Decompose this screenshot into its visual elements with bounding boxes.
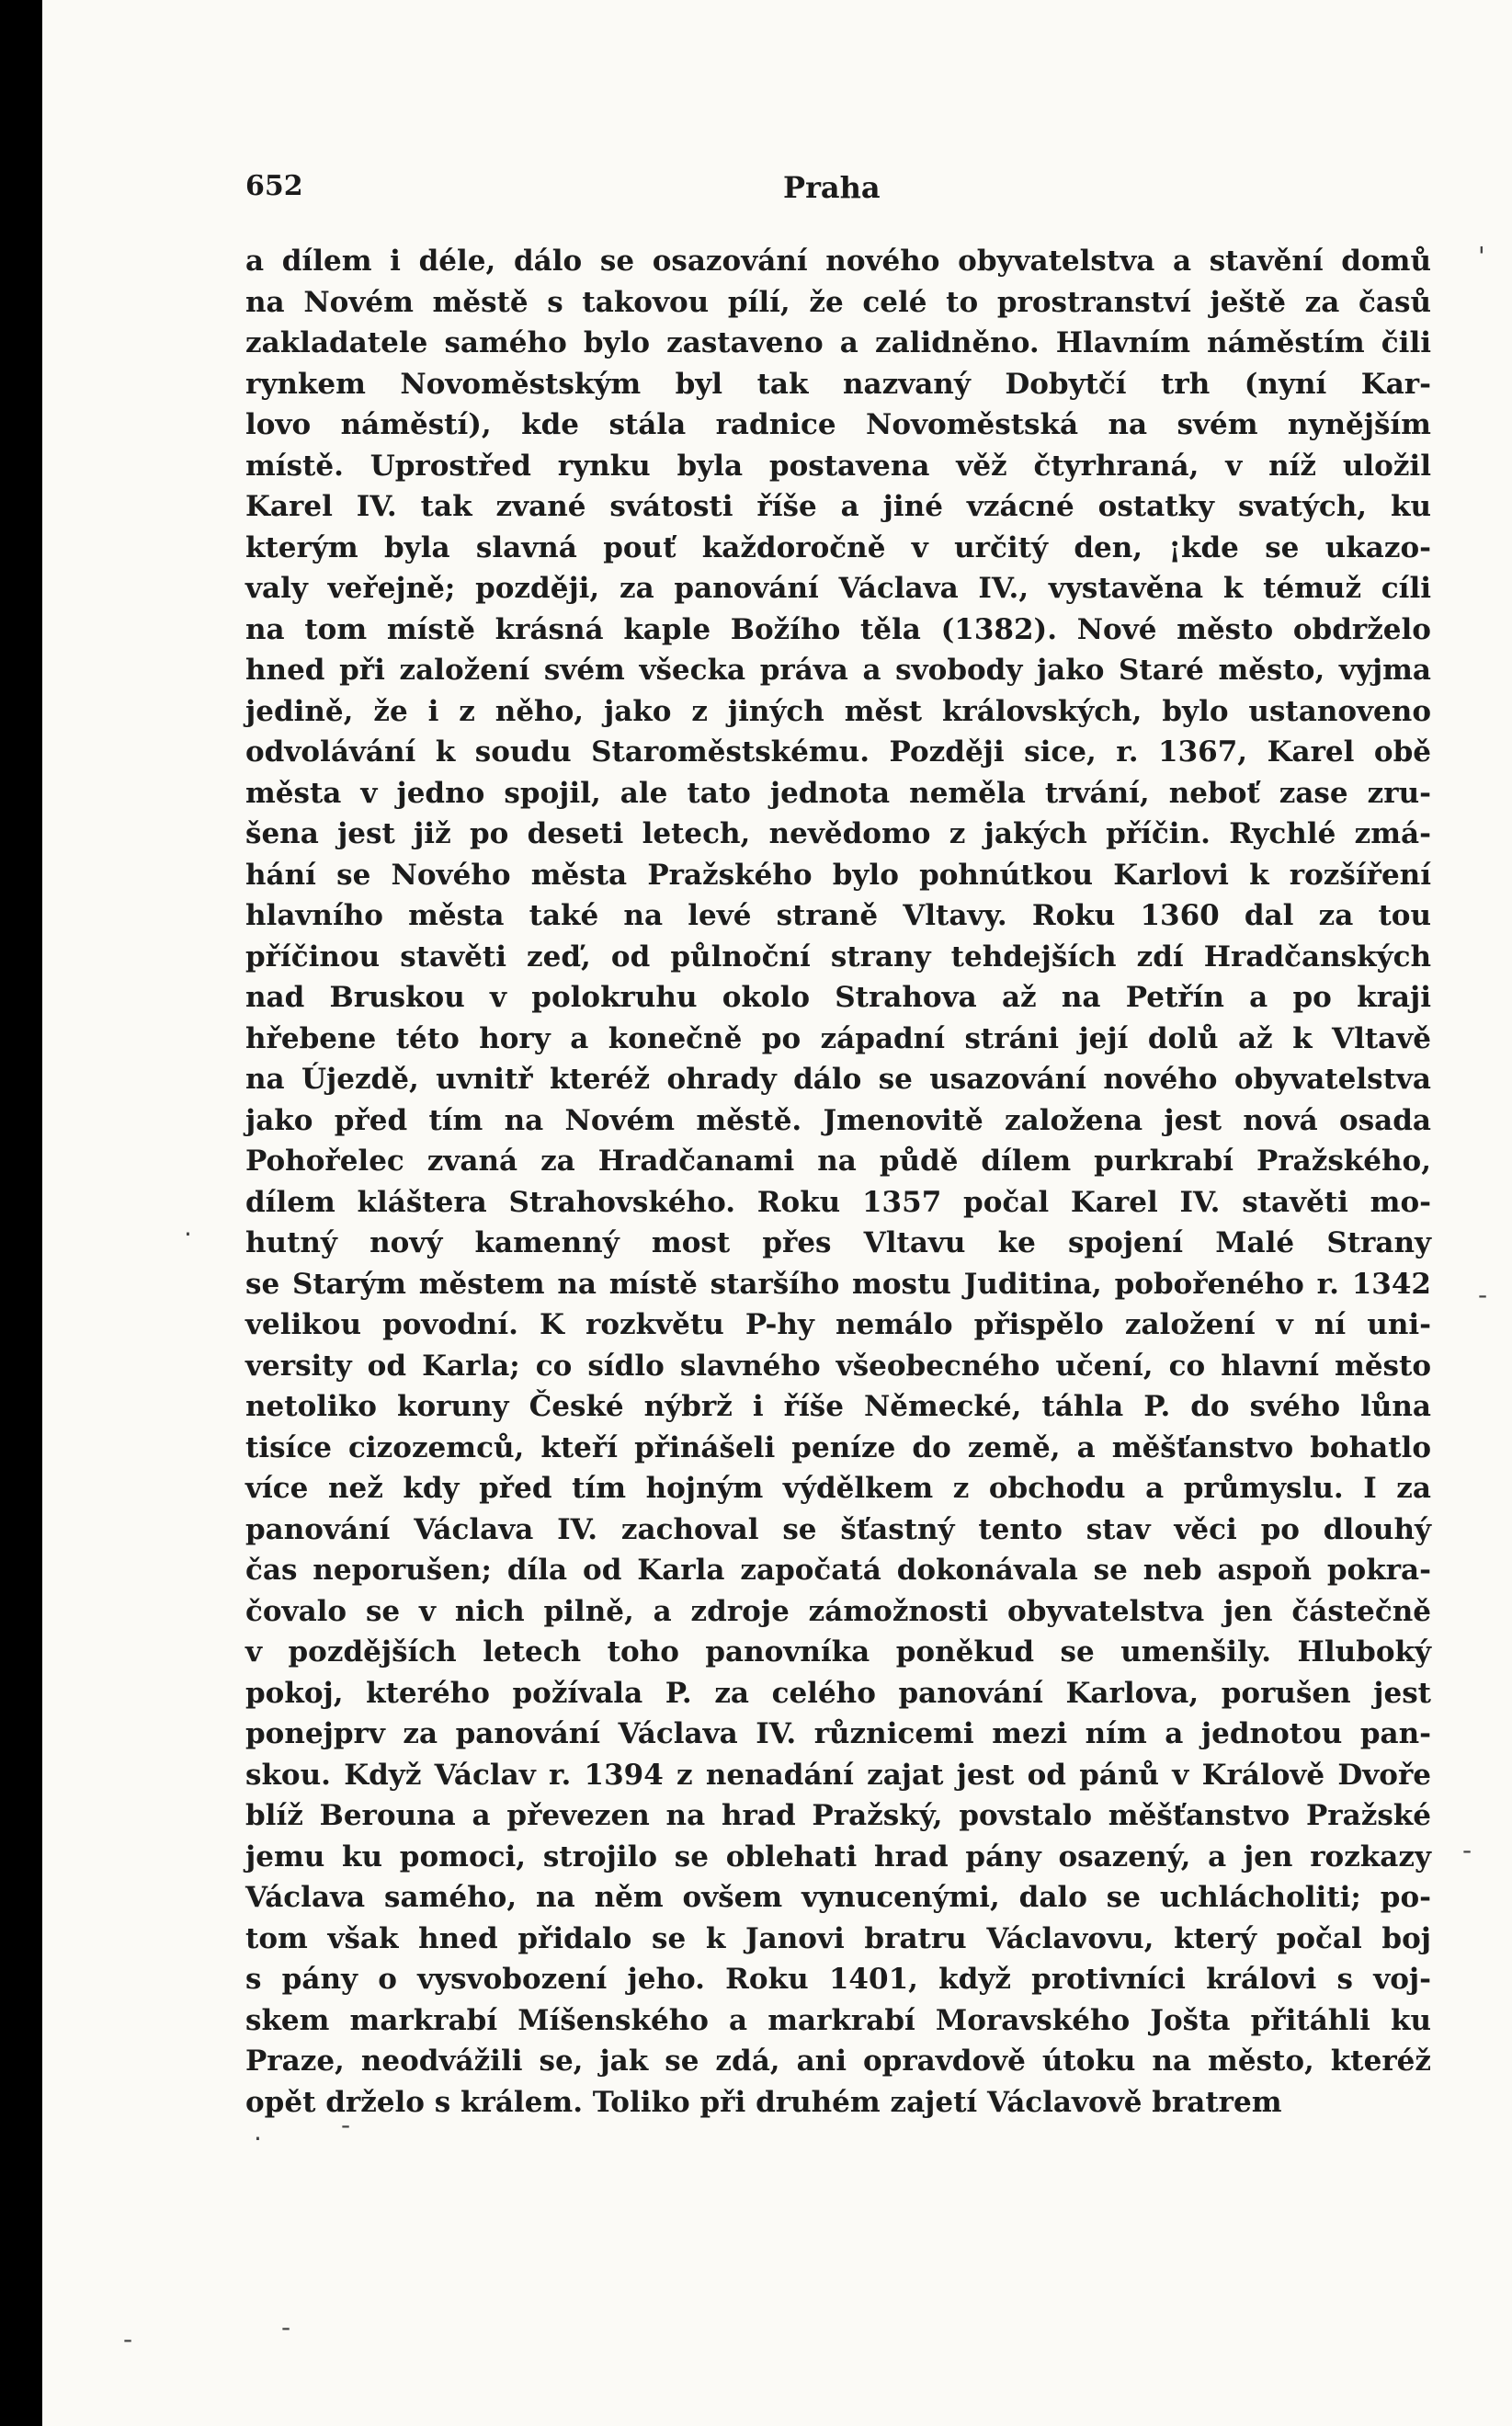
page-header <box>245 170 1431 216</box>
text-line: čas neporušen; díla od Karla započatá dokonávala se neb aspoň pokra- <box>245 1554 1431 1587</box>
text-line: lovo náměstí), kde stála radnice Novoměstská na svém nynějším <box>245 408 1431 441</box>
text-line: a dílem i déle, dálo se osazování nového obyvatelstva a stavění domů <box>245 245 1431 278</box>
text-line: na Novém městě s takovou pílí, že celé to prostranství ještě za časů <box>245 285 1431 319</box>
text-line: zakladatele samého bylo zastaveno a zalidněno. Hlavním náměstím čili <box>245 326 1431 359</box>
text-line: velikou povodní. K rozkvětu P-hy nemálo přispělo založení v ní uni- <box>245 1308 1431 1341</box>
text-line: hutný nový kamenný most přes Vltavu ke spojení Malé Strany <box>245 1226 1431 1259</box>
text-line: tisíce cizozemců, kteří přinášeli peníze do země, a měšťanstvo bohatlo <box>245 1430 1431 1464</box>
text-line: hání se Nového města Pražského bylo pohnútkou Karlovi k rozšíření <box>245 858 1431 892</box>
margin-mark: - <box>1462 1835 1472 1865</box>
text-line: blíž Berouna a převezen na hrad Pražský, povstalo měšťanstvo Pražské <box>245 1799 1431 1832</box>
article-body <box>245 241 1431 2123</box>
margin-mark: · <box>254 2124 262 2154</box>
text-line: s pány o vysvobození jeho. Roku 1401, když protivníci královi s voj- <box>245 1963 1431 1996</box>
margin-mark: - <box>281 2312 291 2342</box>
margin-mark: - <box>1478 1280 1488 1310</box>
text-line: se Starým městem na místě staršího mostu Juditina, pobořeného r. 1342 <box>245 1267 1431 1301</box>
running-title: Praha <box>783 170 881 205</box>
text-line: Praze, neodvážili se, jak se zdá, ani opravdově útoku na město, kteréž <box>245 2044 1431 2078</box>
text-line: příčinou stavěti zeď, od půlnoční strany tehdejších zdí Hradčanských <box>245 940 1431 974</box>
text-line: skem markrabí Míšenského a markrabí Moravského Jošta přitáhli ku <box>245 2003 1431 2037</box>
text-line: místě. Uprostřed rynku byla postavena věž čtyrhraná, v níž uložil <box>245 449 1431 483</box>
text-line: Karel IV. tak zvané svátosti říše a jiné vzácné ostatky svatých, ku <box>245 490 1431 523</box>
text-line: hned při založení svém všecka práva a svobody jako Staré město, vyjma <box>245 654 1431 687</box>
text-line: valy veřejně; později, za panování Václava IV., vystavěna k témuž cíli <box>245 572 1431 605</box>
text-line: jako před tím na Novém městě. Jmenovitě založena jest nová osada <box>245 1103 1431 1137</box>
text-line: panování Václava IV. zachoval se šťastný tento stav věci po dlouhý <box>245 1512 1431 1546</box>
text-line: pokoj, kterého požívala P. za celého panování Karlova, porušen jest <box>245 1676 1431 1710</box>
text-line: nad Bruskou v polokruhu okolo Strahova až na Petřín a po kraji <box>245 981 1431 1014</box>
text-line: hřebene této hory a konečně po západní stráni její dolů až k Vltavě <box>245 1021 1431 1055</box>
margin-mark: . <box>184 1212 192 1242</box>
text-line: Václava samého, na něm ovšem vynucenými, dalo se uchlácholiti; po- <box>245 1881 1431 1914</box>
text-line: versity od Karla; co sídlo slavného všeobecného učení, co hlavní město <box>245 1349 1431 1383</box>
text-line: rynkem Novoměstským byl tak nazvaný Dobytčí trh (nyní Kar- <box>245 367 1431 401</box>
text-line: tom však hned přidalo se k Janovi bratru Václavovu, který počal boj <box>245 1921 1431 1955</box>
text-line: odvolávání k soudu Staroměstskému. Později sice, r. 1367, Karel obě <box>245 735 1431 769</box>
text-line: kterým byla slavná pouť každoročně v určitý den, ¡kde se ukazo- <box>245 530 1431 564</box>
margin-mark: ' <box>1478 241 1485 271</box>
text-line: na tom místě krásná kaple Božího těla (1382). Nové město obdrželo <box>245 612 1431 646</box>
text-line: jemu ku pomoci, strojilo se oblehati hrad pány osazený, a jen rozkazy <box>245 1839 1431 1874</box>
margin-mark: - <box>341 2110 351 2140</box>
text-line: města v jedno spojil, ale tato jednota neměla trvání, neboť zase zru- <box>245 776 1431 810</box>
text-line: v pozdějších letech toho panovníka poněkud se umenšily. Hluboký <box>245 1635 1431 1669</box>
text-line: jedině, že i z něho, jako z jiných měst královských, bylo ustanoveno <box>245 694 1431 728</box>
book-page <box>42 0 1512 2426</box>
text-line: Pohořelec zvaná za Hradčanami na půdě dílem purkrabí Pražského, <box>245 1145 1431 1178</box>
text-line: skou. Když Václav r. 1394 z nenadání zajat jest od pánů v Králově Dvoře <box>245 1758 1431 1792</box>
text-line: více než kdy před tím hojným výdělkem z obchodu a průmyslu. I za <box>245 1472 1431 1505</box>
margin-mark: - <box>123 2324 133 2354</box>
text-line: hlavního města také na levé straně Vltavy. Roku 1360 dal za tou <box>245 899 1431 932</box>
text-line: šena jest již po deseti letech, nevědomo z jakých příčin. Rychlé zmá- <box>245 817 1431 850</box>
text-line: opět drželo s králem. Toliko při druhém zajetí Václavově bratrem <box>245 2085 1282 2119</box>
text-line: netoliko koruny České nýbrž i říše Německé, táhla P. do svého lůna <box>245 1390 1431 1423</box>
text-line: ponejprv za panování Václava IV. různicemi mezi ním a jednotou pan- <box>245 1717 1431 1750</box>
text-line: dílem kláštera Strahovského. Roku 1357 počal Karel IV. stavěti mo- <box>245 1185 1431 1219</box>
text-line: na Újezdě, uvnitř kteréž ohrady dálo se usazování nového obyvatelstva <box>245 1063 1431 1096</box>
page-number: 652 <box>245 170 303 202</box>
text-line: čovalo se v nich pilně, a zdroje zámožnosti obyvatelstva jen částečně <box>245 1594 1431 1628</box>
